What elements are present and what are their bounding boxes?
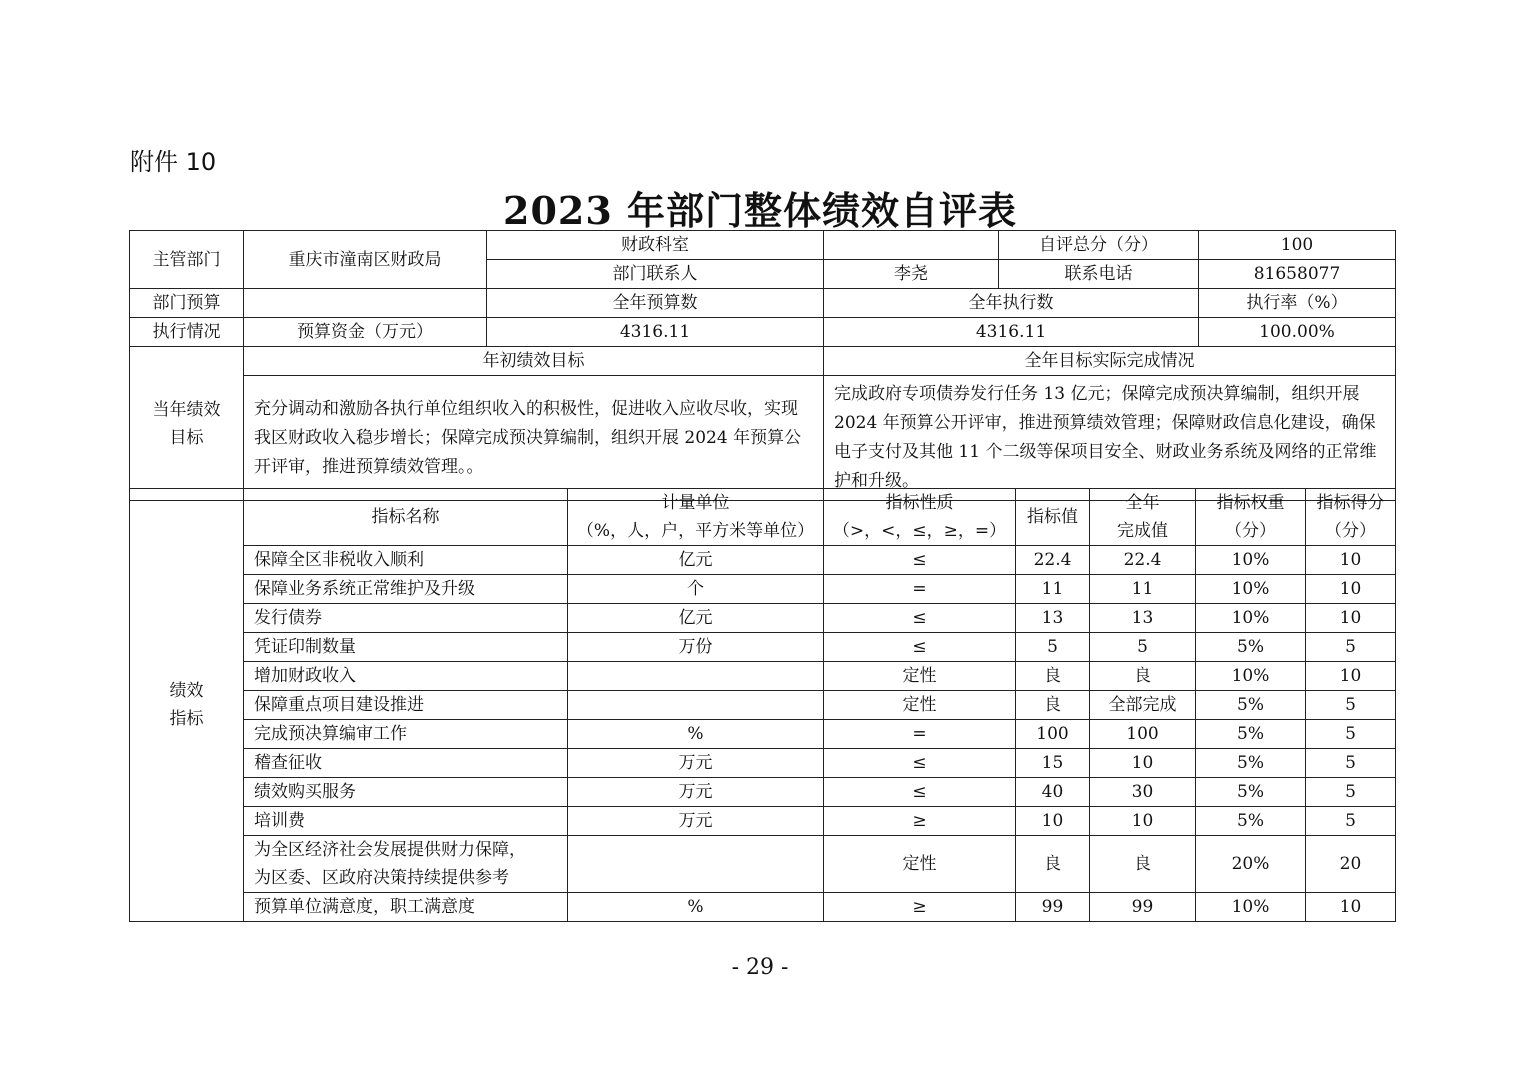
indicator-nature: = <box>824 720 1016 749</box>
indicator-nature: 定性 <box>824 836 1016 893</box>
indicator-name-line-1: 为全区经济社会发展提供财力保障， <box>254 840 526 860</box>
indicator-score: 5 <box>1306 720 1396 749</box>
table-row <box>130 633 1396 662</box>
indicator-actual: 10 <box>1090 749 1196 778</box>
indicator-unit: 万元 <box>568 749 824 778</box>
indicator-nature: ≤ <box>824 749 1016 778</box>
col-rate: 执行率（%） <box>1199 289 1396 318</box>
indicator-unit: 万份 <box>568 633 824 662</box>
table-row <box>130 376 1396 501</box>
score-value: 100 <box>1199 231 1396 260</box>
budget-value: 4316.11 <box>487 318 824 347</box>
exec-value: 4316.11 <box>824 318 1199 347</box>
phone-label: 联系电话 <box>999 260 1199 289</box>
table-row <box>130 749 1396 778</box>
goals-section-label-1: 当年绩效 <box>152 399 221 420</box>
indicator-score: 10 <box>1306 604 1396 633</box>
indicators-table <box>129 488 1396 922</box>
indicator-target: 40 <box>1016 778 1090 807</box>
col-exec: 全年执行数 <box>824 289 1199 318</box>
indicator-nature: ≤ <box>824 633 1016 662</box>
indicator-score: 10 <box>1306 575 1396 604</box>
indicator-name: 绩效购买服务 <box>244 778 568 807</box>
table-row <box>130 604 1396 633</box>
indicator-nature: ≥ <box>824 807 1016 836</box>
indicator-unit: % <box>568 893 824 922</box>
header-target: 指标值 <box>1016 489 1090 546</box>
indicator-score: 5 <box>1306 807 1396 836</box>
indicator-unit: % <box>568 720 824 749</box>
indicator-unit: 万元 <box>568 807 824 836</box>
indicator-name: 保障重点项目建设推进 <box>244 691 568 720</box>
header-nature <box>824 489 1016 546</box>
indicator-actual: 99 <box>1090 893 1196 922</box>
indicator-score: 5 <box>1306 691 1396 720</box>
header-unit-1: 计量单位 <box>661 493 730 513</box>
header-unit-2: （%，人，户，平方米等单位） <box>576 521 815 541</box>
indicator-name: 预算单位满意度，职工满意度 <box>244 893 568 922</box>
header-nature-2: （>，<，≤，≥，=） <box>832 521 1007 541</box>
header-name: 指标名称 <box>244 489 568 546</box>
indicator-weight: 10% <box>1196 893 1306 922</box>
header-weight <box>1196 489 1306 546</box>
phone-value: 81658077 <box>1199 260 1396 289</box>
indicator-weight: 5% <box>1196 720 1306 749</box>
indicator-weight: 10% <box>1196 546 1306 575</box>
indicator-target: 良 <box>1016 662 1090 691</box>
header-unit <box>568 489 824 546</box>
indicator-target: 100 <box>1016 720 1090 749</box>
indicator-actual: 10 <box>1090 807 1196 836</box>
table-row <box>130 662 1396 691</box>
indicator-target: 良 <box>1016 836 1090 893</box>
table-row <box>130 836 1396 893</box>
office-label: 财政科室 <box>487 231 824 260</box>
initial-goal-text: 充分调动和激励各执行单位组织收入的积极性，促进收入应收尽收，实现我区财政收入稳步增长；保障完成预决算编制，组织开展 2024 年预算公开评审，推进预算绩效管理。。 <box>244 376 824 501</box>
indicators-section-label <box>130 489 244 922</box>
table-row <box>130 893 1396 922</box>
indicator-score: 10 <box>1306 893 1396 922</box>
indicator-score: 10 <box>1306 662 1396 691</box>
col-budget: 全年预算数 <box>487 289 824 318</box>
indicator-nature: 定性 <box>824 662 1016 691</box>
contact-label: 部门联系人 <box>487 260 824 289</box>
indicator-score: 5 <box>1306 749 1396 778</box>
indicator-name: 发行债券 <box>244 604 568 633</box>
table-row <box>130 691 1396 720</box>
indicator-target: 13 <box>1016 604 1090 633</box>
indicators-section-label-2: 指标 <box>169 709 204 729</box>
indicator-name-line-2: 为区委、区政府决策持续提供参考 <box>254 868 509 888</box>
indicator-unit: 亿元 <box>568 604 824 633</box>
indicator-target: 15 <box>1016 749 1090 778</box>
table-row <box>130 289 1396 318</box>
indicator-target: 5 <box>1016 633 1090 662</box>
table-row <box>130 546 1396 575</box>
page-number: - 29 - <box>731 955 789 980</box>
indicator-nature: ≤ <box>824 546 1016 575</box>
header-actual-1: 全年 <box>1125 493 1160 513</box>
indicator-actual: 11 <box>1090 575 1196 604</box>
indicator-nature: ≤ <box>824 778 1016 807</box>
header-weight-2: （分） <box>1225 521 1276 541</box>
indicator-score: 20 <box>1306 836 1396 893</box>
actual-goal-text: 完成政府专项债券发行任务 13 亿元；保障完成预决算编制，组织开展 2024 年预算公开评审，推进预算绩效管理；保障财政信息化建设，确保电子支付及其他 11 个二级等保项目安全、财政业务系统及网络的正常维护和升级。 <box>824 376 1396 501</box>
indicator-score: 10 <box>1306 546 1396 575</box>
indicator-name: 完成预决算编审工作 <box>244 720 568 749</box>
budget-blank-cell <box>244 289 487 318</box>
indicator-nature: ≥ <box>824 893 1016 922</box>
table-row <box>130 347 1396 376</box>
indicator-score: 5 <box>1306 778 1396 807</box>
indicator-nature: ≤ <box>824 604 1016 633</box>
indicator-unit <box>568 662 824 691</box>
indicator-actual: 13 <box>1090 604 1196 633</box>
indicator-weight: 10% <box>1196 662 1306 691</box>
header-nature-1: 指标性质 <box>885 493 954 513</box>
table-row <box>130 231 1396 260</box>
table-row <box>130 318 1396 347</box>
goals-section-label <box>130 347 244 501</box>
indicator-unit: 个 <box>568 575 824 604</box>
indicator-unit <box>568 691 824 720</box>
indicator-actual: 全部完成 <box>1090 691 1196 720</box>
indicator-actual: 100 <box>1090 720 1196 749</box>
rate-value: 100.00% <box>1199 318 1396 347</box>
indicator-name: 凭证印制数量 <box>244 633 568 662</box>
indicator-actual: 5 <box>1090 633 1196 662</box>
header-score-1: 指标得分 <box>1316 493 1385 513</box>
indicator-weight: 5% <box>1196 691 1306 720</box>
indicator-target: 22.4 <box>1016 546 1090 575</box>
indicators-section-label-1: 绩效 <box>169 681 204 701</box>
indicator-nature: 定性 <box>824 691 1016 720</box>
contact-value: 李尧 <box>824 260 999 289</box>
indicator-score: 5 <box>1306 633 1396 662</box>
indicator-target: 10 <box>1016 807 1090 836</box>
header-weight-1: 指标权重 <box>1216 493 1285 513</box>
indicator-name: 保障全区非税收入顺利 <box>244 546 568 575</box>
indicator-weight: 5% <box>1196 749 1306 778</box>
goals-section-label-2: 目标 <box>169 427 204 448</box>
actual-goal-header: 全年目标实际完成情况 <box>824 347 1396 376</box>
indicator-actual: 良 <box>1090 662 1196 691</box>
goals-table <box>129 346 1396 501</box>
indicator-unit: 万元 <box>568 778 824 807</box>
indicator-weight: 10% <box>1196 604 1306 633</box>
header-actual <box>1090 489 1196 546</box>
indicator-actual: 30 <box>1090 778 1196 807</box>
table-row <box>130 807 1396 836</box>
page-title: 2023 年部门整体绩效自评表 <box>503 188 1017 233</box>
initial-goal-header: 年初绩效目标 <box>244 347 824 376</box>
budget-section-label-2: 执行情况 <box>130 318 244 347</box>
dept-value: 重庆市潼南区财政局 <box>244 231 487 289</box>
indicator-unit: 亿元 <box>568 546 824 575</box>
indicator-target: 11 <box>1016 575 1090 604</box>
indicator-target: 99 <box>1016 893 1090 922</box>
indicator-weight: 5% <box>1196 633 1306 662</box>
indicator-target: 良 <box>1016 691 1090 720</box>
indicator-name: 稽查征收 <box>244 749 568 778</box>
score-label: 自评总分（分） <box>999 231 1199 260</box>
indicator-weight: 10% <box>1196 575 1306 604</box>
indicator-weight: 5% <box>1196 778 1306 807</box>
table-row <box>130 575 1396 604</box>
indicator-actual: 22.4 <box>1090 546 1196 575</box>
indicator-unit <box>568 836 824 893</box>
table-row <box>130 778 1396 807</box>
indicator-name: 培训费 <box>244 807 568 836</box>
office-value <box>824 231 999 260</box>
header-actual-2: 完成值 <box>1117 521 1168 541</box>
indicator-nature: = <box>824 575 1016 604</box>
indicator-name: 保障业务系统正常维护及升级 <box>244 575 568 604</box>
attachment-label: 附件 10 <box>130 148 217 176</box>
header-score-2: （分） <box>1325 521 1376 541</box>
budget-row-label: 预算资金（万元） <box>244 318 487 347</box>
header-budget-table <box>129 230 1396 347</box>
indicator-actual: 良 <box>1090 836 1196 893</box>
dept-label: 主管部门 <box>130 231 244 289</box>
budget-section-label-1: 部门预算 <box>130 289 244 318</box>
indicator-weight: 20% <box>1196 836 1306 893</box>
indicator-name <box>244 836 568 893</box>
table-row <box>130 720 1396 749</box>
table-header-row <box>130 489 1396 546</box>
indicator-weight: 5% <box>1196 807 1306 836</box>
indicator-name: 增加财政收入 <box>244 662 568 691</box>
header-score <box>1306 489 1396 546</box>
